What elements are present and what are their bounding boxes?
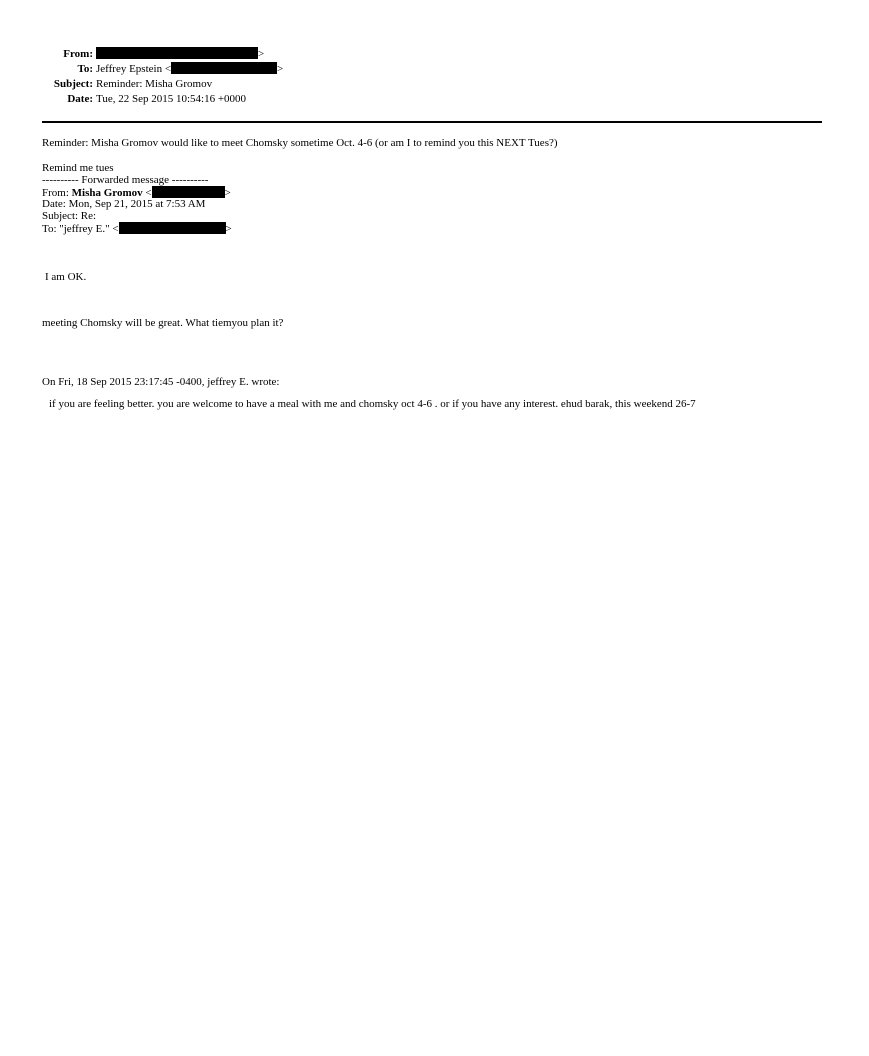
to-name: Jeffrey Epstein < (96, 63, 172, 75)
date-label: Date: (67, 93, 93, 105)
to-value (96, 62, 283, 77)
header-date-row (0, 92, 869, 107)
reminder-text: Reminder: Misha Gromov would like to meet Chomsky sometime Oct. 4-6 (or am I to remind you this NEXT Tues?) (42, 137, 558, 149)
subject-value: Reminder: Misha Gromov (96, 78, 213, 90)
from-suffix: > (258, 48, 265, 60)
forwarded-separator: ---------- Forwarded message ---------- (42, 174, 209, 186)
quote-attribution: On Fri, 18 Sep 2015 23:17:45 -0400, jeffrey E. wrote: (42, 376, 280, 388)
redaction-block (96, 47, 258, 59)
fwd-from-prefix: From: (42, 187, 72, 199)
fwd-from-name: Misha Gromov (71, 187, 143, 199)
ok-text: I am OK. (45, 271, 87, 283)
forwarded-to-line (42, 222, 232, 234)
to-suffix: > (277, 63, 284, 75)
header-divider (42, 121, 822, 123)
fwd-to-close: > (225, 223, 232, 235)
subject-label: Subject: (53, 78, 93, 90)
date-value: Tue, 22 Sep 2015 10:54:16 +0000 (96, 93, 247, 105)
redaction-block (171, 62, 277, 74)
header-to-row (0, 62, 869, 77)
fwd-from-open: < (142, 187, 152, 199)
quoted-text: if you are feeling better. you are welcome to have a meal with me and chomsky oct 4-6 . or if you have any interest. ehud barak, this weekend 26-7 (49, 398, 696, 410)
header-subject-row (0, 77, 869, 92)
from-value (96, 47, 264, 62)
header-from-row (0, 47, 869, 62)
remind-tues-text: Remind me tues (42, 162, 114, 174)
fwd-to-prefix: To: "jeffrey E." < (42, 223, 119, 235)
to-label: To: (77, 63, 93, 75)
forwarded-from-line (42, 186, 231, 198)
from-label: From: (63, 48, 93, 60)
redaction-block (119, 222, 226, 234)
meeting-text: meeting Chomsky will be great. What tiemyou plan it? (42, 317, 284, 329)
redaction-block (152, 186, 225, 198)
forwarded-date-line: Date: Mon, Sep 21, 2015 at 7:53 AM (42, 198, 206, 210)
forwarded-subject-line: Subject: Re: (42, 210, 97, 222)
fwd-from-close: > (224, 187, 231, 199)
